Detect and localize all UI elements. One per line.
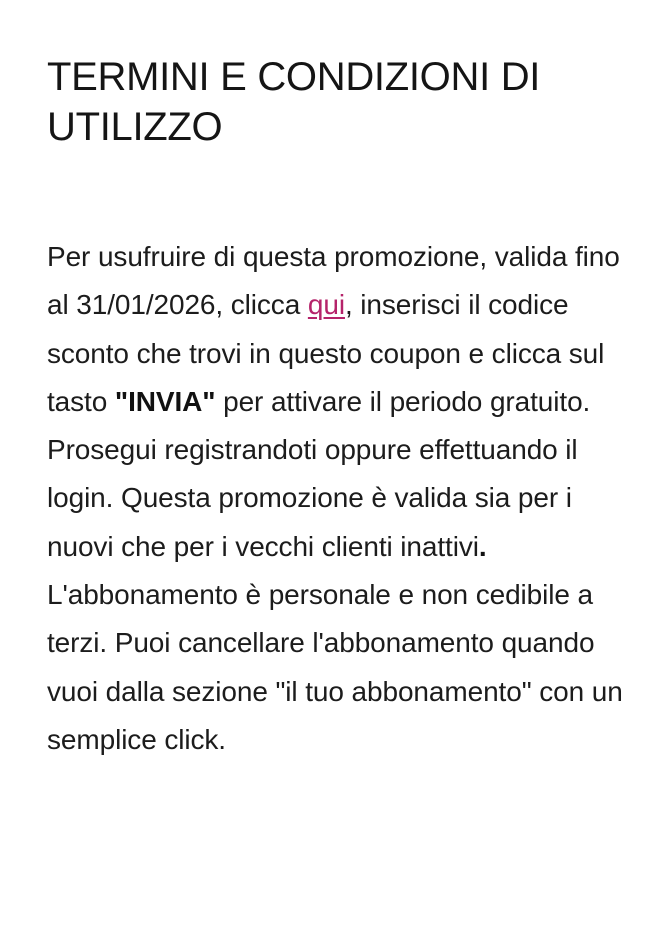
terms-text-subscription: L'abbonamento è personale e non cedibile a terzi. Puoi cancellare l'abbonamento quando vuoi dalla sezione "il tuo abbonamento" con un semplice click. xyxy=(47,579,623,755)
invia-button-reference: "INVIA" xyxy=(114,385,216,417)
bold-period: . xyxy=(478,530,487,562)
terms-text-intro: Per usufruire di questa promozione, valida fino al 31/01/2026, clicca xyxy=(47,241,620,321)
terms-section xyxy=(47,52,627,764)
terms-text-instructions: , inserisci il codice sconto che trovi in questo coupon e clicca sul tasto xyxy=(47,289,605,417)
terms-paragraph xyxy=(47,233,627,764)
terms-text-activation: per attivare il periodo gratuito. Prosegui registrandoti oppure effettuando il login. Questa promozione è valida sia per i nuovi che per i vecchi clienti inattivi xyxy=(47,385,591,562)
qui-link[interactable]: qui xyxy=(307,289,345,321)
page-title: TERMINI E CONDIZIONI DI UTILIZZO xyxy=(47,55,541,149)
